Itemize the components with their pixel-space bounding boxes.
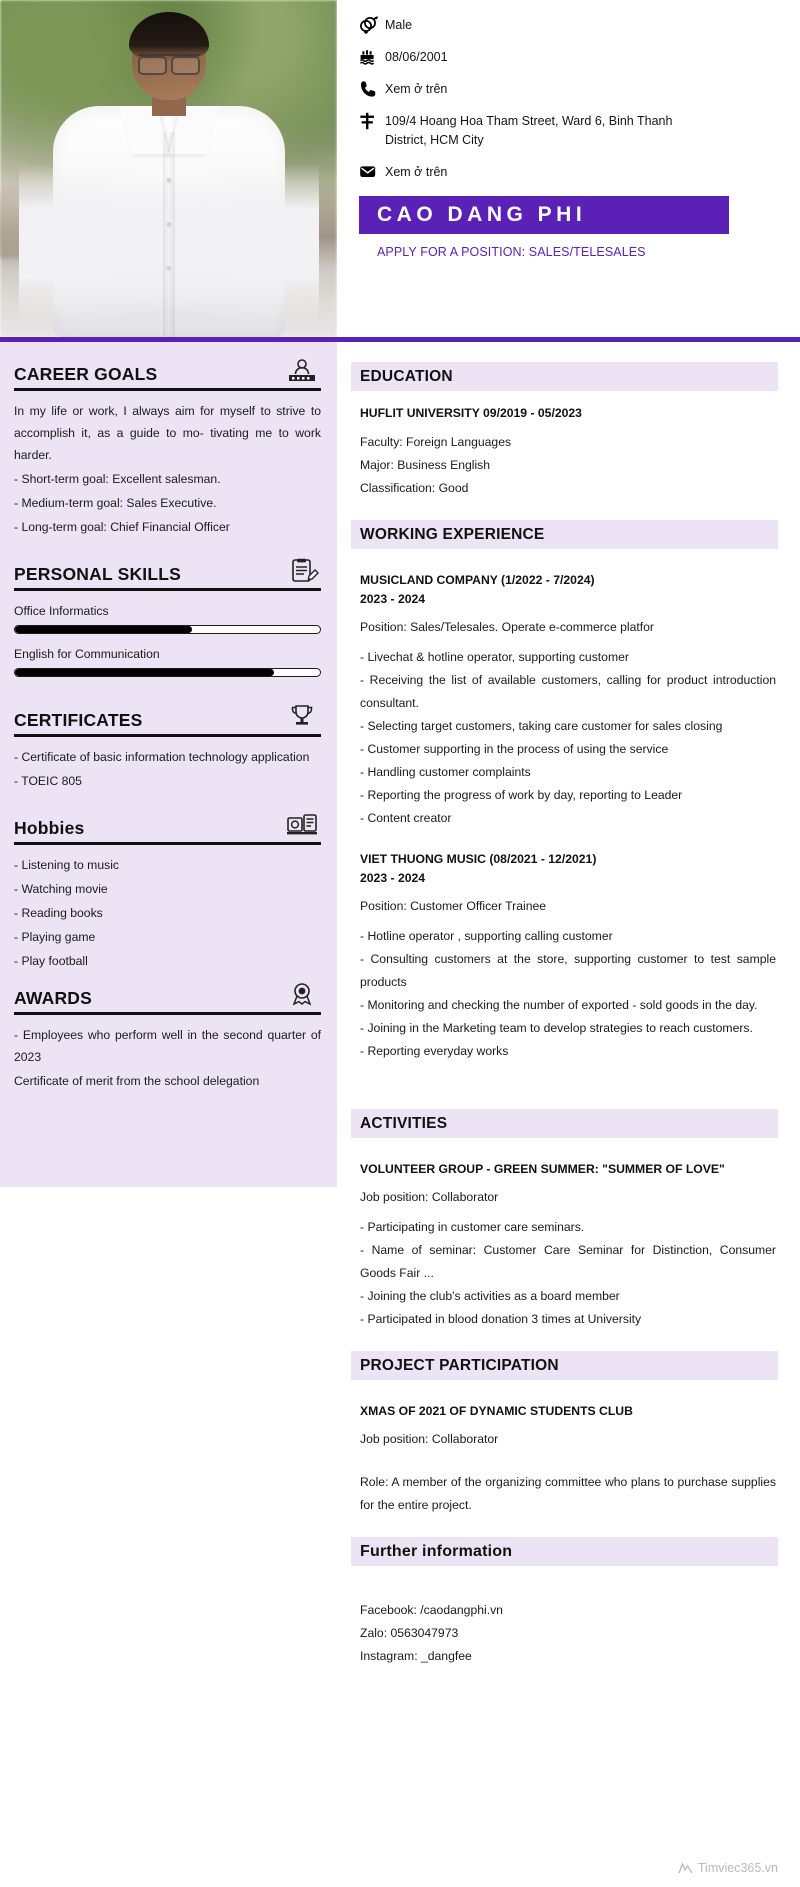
contact-info xyxy=(337,0,800,337)
activities-heading: ACTIVITIES xyxy=(360,1114,448,1132)
education-line: Faculty: Foreign Languages xyxy=(360,435,512,449)
spacer xyxy=(351,1063,778,1109)
photo-button xyxy=(166,222,171,227)
job-duty: - Handling customer complaints xyxy=(360,765,531,779)
spacer xyxy=(360,830,776,850)
photo-placket xyxy=(163,132,175,337)
spacer xyxy=(14,540,321,564)
profile-photo xyxy=(0,0,337,337)
job-position: Position: Sales/Telesales. Operate e-commerce platfor xyxy=(360,620,654,634)
certificates-heading: CERTIFICATES xyxy=(14,710,143,730)
job-duty: - Consulting customers at the store, supporting customer to test sample products xyxy=(360,952,776,989)
certificates-body xyxy=(14,746,321,792)
spacer xyxy=(351,1331,778,1351)
activity-item: - Participating in customer care seminars. xyxy=(360,1220,585,1234)
spacer xyxy=(360,1451,776,1471)
applied-position: APPLY FOR A POSITION: SALES/TELESALES xyxy=(377,245,646,259)
spacer xyxy=(14,974,321,988)
cv-header xyxy=(0,0,800,337)
photo-button xyxy=(166,266,171,271)
career-goal-item: - Medium-term goal: Sales Executive. xyxy=(14,496,217,510)
job-duty: - Monitoring and checking the number of exported - sold goods in the day. xyxy=(360,998,758,1012)
job-period: 2023 - 2024 xyxy=(360,592,426,606)
main-content xyxy=(337,342,800,1698)
candidate-name-banner xyxy=(359,196,729,234)
sidebar-section-hobbies-header xyxy=(14,818,321,845)
job-duty: - Reporting the progress of work by day, reporting to Leader xyxy=(360,788,683,802)
cv-body xyxy=(0,342,800,1698)
job-period: 2023 - 2024 xyxy=(360,871,426,885)
hobby-item: - Playing game xyxy=(14,930,96,944)
contact-row-phone xyxy=(359,80,800,99)
contact-row-email xyxy=(359,163,800,182)
further-info-item: Instagram: _dangfee xyxy=(360,1649,472,1663)
spacer xyxy=(14,686,321,710)
hobbies-icon xyxy=(285,812,319,838)
job-duty: - Hotline operator , supporting calling customer xyxy=(360,929,613,943)
activity-title: VOLUNTEER GROUP - GREEN SUMMER: "SUMMER OF LOVE" xyxy=(360,1162,725,1176)
section-header-working-experience xyxy=(351,520,778,549)
education-body xyxy=(351,404,778,500)
award-icon xyxy=(285,982,319,1008)
education-line: Classification: Good xyxy=(360,481,469,495)
section-header-further-information xyxy=(351,1537,778,1566)
section-header-project-participation xyxy=(351,1351,778,1380)
spacer xyxy=(360,1151,776,1160)
job-duty: - Receiving the list of available customers, calling for product introduction consultant. xyxy=(360,673,776,710)
page-title: CAO DANG PHI xyxy=(377,203,587,226)
project-title: XMAS OF 2021 OF DYNAMIC STUDENTS CLUB xyxy=(360,1404,633,1418)
spacer xyxy=(14,794,321,818)
career-goals-heading: CAREER GOALS xyxy=(14,364,158,384)
sidebar xyxy=(0,342,337,1187)
award-item: Certificate of merit from the school delegation xyxy=(14,1074,260,1088)
spacer xyxy=(360,1393,776,1402)
career-goals-paragraph: In my life or work, I always aim for myself to strive to accomplish it, as a guide to mo- tivating me to work harder. xyxy=(14,404,321,462)
watermark xyxy=(678,1861,778,1875)
activities-body xyxy=(351,1151,778,1331)
contact-row-birthday xyxy=(359,48,800,67)
phone-icon xyxy=(359,80,385,98)
section-header-education xyxy=(351,362,778,391)
spacer xyxy=(351,500,778,520)
further-information-heading: Further information xyxy=(360,1542,513,1560)
certificate-item: - Certificate of basic information technology application xyxy=(14,750,310,764)
job-company: MUSICLAND COMPANY (1/2022 - 7/2024) xyxy=(360,573,595,587)
certificate-item: - TOEIC 805 xyxy=(14,774,82,788)
gender-icon xyxy=(359,16,385,34)
spacer xyxy=(360,562,776,571)
section-header-activities xyxy=(351,1109,778,1138)
project-role: Role: A member of the organizing committee who plans to purchase supplies for the entire project. xyxy=(360,1475,776,1512)
job-duty: - Content creator xyxy=(360,811,452,825)
hobby-item: - Play football xyxy=(14,954,88,968)
award-item: - Employees who perform well in the second quarter of 2023 xyxy=(14,1028,321,1064)
further-info-item: Facebook: /caodangphi.vn xyxy=(360,1603,503,1617)
job-duty: - Customer supporting in the process of using the service xyxy=(360,742,669,756)
further-info-item: Zalo: 0563047973 xyxy=(360,1626,459,1640)
contact-row-gender xyxy=(359,16,800,35)
awards-heading: AWARDS xyxy=(14,988,93,1008)
job-duty: - Joining in the Marketing team to develop strategies to reach customers. xyxy=(360,1021,753,1035)
skills-list xyxy=(14,600,321,677)
hobby-item: - Watching movie xyxy=(14,882,108,896)
skill-item xyxy=(14,600,321,634)
birthday-icon xyxy=(359,48,385,66)
skill-label: English for Communication xyxy=(14,647,160,661)
activity-item: - Joining the club's activities as a board member xyxy=(360,1289,620,1303)
sidebar-section-certificates-header xyxy=(14,710,321,737)
job-duty: - Selecting target customers, taking care customer for sales closing xyxy=(360,719,723,733)
skill-progress-bar xyxy=(14,625,321,634)
working-experience-body xyxy=(351,562,778,1063)
working-experience-heading: WORKING EXPERIENCE xyxy=(360,525,545,543)
skill-item xyxy=(14,643,321,677)
project-position: Job position: Collaborator xyxy=(360,1432,499,1446)
hobby-item: - Listening to music xyxy=(14,858,119,872)
activity-item: - Participated in blood donation 3 times at University xyxy=(360,1312,642,1326)
further-information-body xyxy=(351,1579,778,1668)
career-goal-item: - Short-term goal: Excellent salesman. xyxy=(14,472,221,486)
job-duty: - Reporting everyday works xyxy=(360,1044,509,1058)
career-icon xyxy=(285,358,319,384)
photo-glasses xyxy=(138,54,200,69)
job-company: VIET THUONG MUSIC (08/2021 - 12/2021) xyxy=(360,852,597,866)
personal-skills-heading: PERSONAL SKILLS xyxy=(14,564,182,584)
watermark-icon xyxy=(678,1862,693,1875)
awards-body xyxy=(14,1024,321,1092)
email-value: Xem ở trên xyxy=(385,165,448,179)
gender-value: Male xyxy=(385,18,413,32)
address-value: 109/4 Hoang Hoa Tham Street, Ward 6, Binh Thanh District, HCM City xyxy=(385,114,673,147)
hobby-item: - Reading books xyxy=(14,906,103,920)
spacer xyxy=(351,1517,778,1537)
job-entry xyxy=(360,850,776,1063)
address-icon xyxy=(359,112,385,130)
skills-icon xyxy=(285,558,319,584)
activity-position: Job position: Collaborator xyxy=(360,1190,499,1204)
career-goals-body xyxy=(14,400,321,538)
watermark-label: Timviec365.vn xyxy=(697,1861,778,1875)
job-duty: - Livechat & hotline operator, supporting customer xyxy=(360,650,629,664)
job-position: Position: Customer Officer Trainee xyxy=(360,899,547,913)
sidebar-section-career-goals-header xyxy=(14,364,321,391)
job-entry xyxy=(360,571,776,830)
photo-button xyxy=(166,178,171,183)
spacer xyxy=(360,1579,776,1599)
project-participation-body xyxy=(351,1393,778,1517)
sidebar-section-awards-header xyxy=(14,988,321,1015)
trophy-icon xyxy=(285,704,319,730)
education-heading: EDUCATION xyxy=(360,367,453,385)
email-icon xyxy=(359,163,385,181)
career-goal-item: - Long-term goal: Chief Financial Officer xyxy=(14,520,230,534)
sidebar-section-personal-skills-header xyxy=(14,564,321,591)
skill-progress-bar xyxy=(14,668,321,677)
education-school: HUFLIT UNIVERSITY 09/2019 - 05/2023 xyxy=(360,406,582,420)
phone-value: Xem ở trên xyxy=(385,82,448,96)
project-participation-heading: PROJECT PARTICIPATION xyxy=(360,1356,559,1374)
hobbies-body xyxy=(14,854,321,972)
contact-row-address xyxy=(359,112,800,150)
skill-label: Office Informatics xyxy=(14,604,109,618)
education-line: Major: Business English xyxy=(360,458,491,472)
activity-item: - Name of seminar: Customer Care Seminar for Distinction, Consumer Goods Fair ... xyxy=(360,1243,776,1280)
birthday-value: 08/06/2001 xyxy=(385,50,448,64)
hobbies-heading: Hobbies xyxy=(14,818,85,838)
